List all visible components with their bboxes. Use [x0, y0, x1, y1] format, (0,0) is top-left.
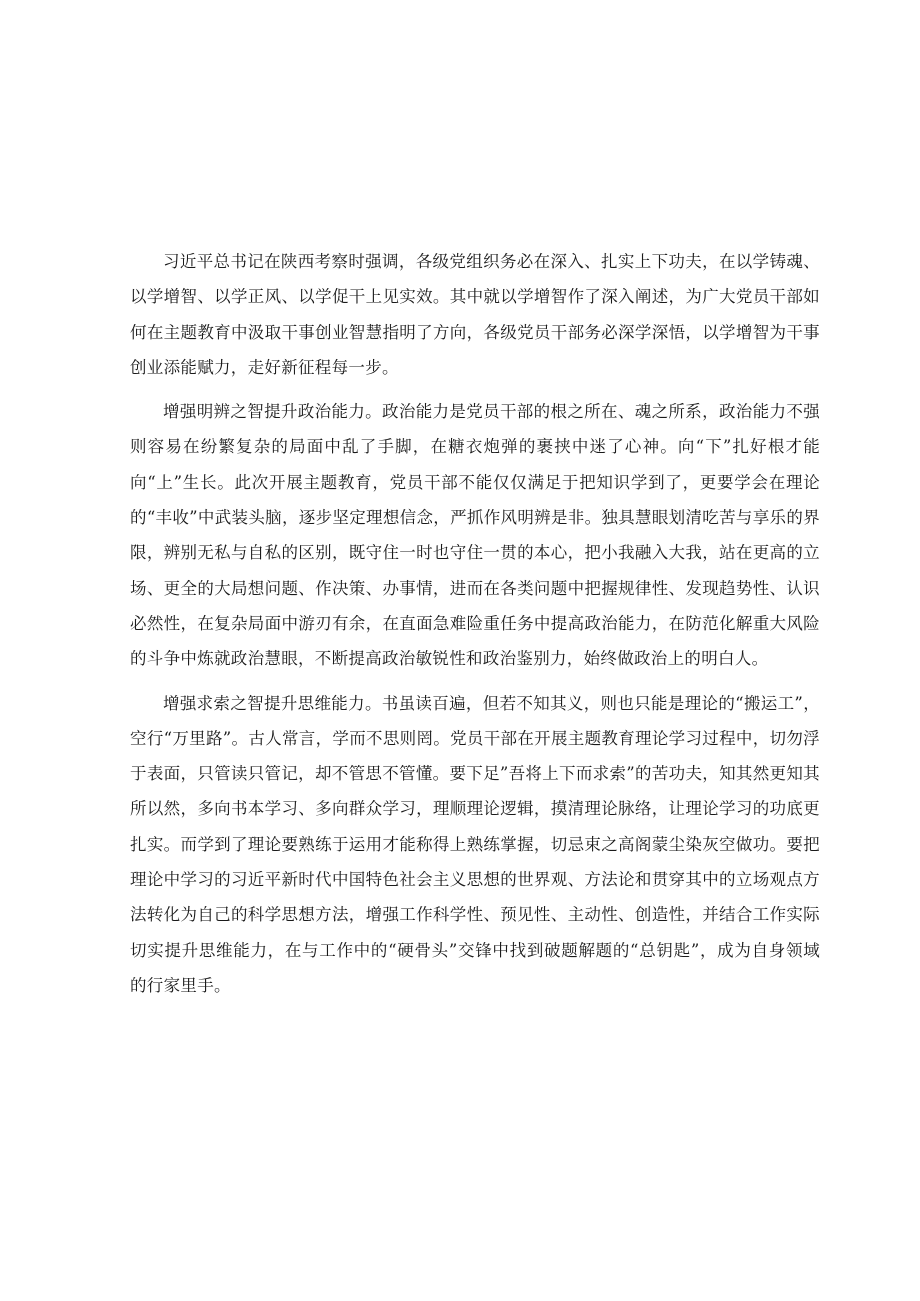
paragraph-thinking-ability: 增强求索之智提升思维能力。书虽读百遍，但若不知其义，则也只能是理论的“搬运工”，空行“万里路”。古人常言，学而不思则罔。党员干部在开展主题教育理论学习过程中，切勿浮于表面，只管读只管记，却不管思不管懂。要下足”吾将上下而求索”的苦功夫，知其然更知其所以然，多向书本学习、多向群众学习，理顺理论逻辑，摸清理论脉络，让理论学习的功底更扎实。而学到了理论要熟练于运用才能称得上熟练掌握，切忌束之高阁蒙尘染灰空做功。要把理论中学习的习近平新时代中国特色社会主义思想的世界观、方法论和贯穿其中的立场观点方法转化为自己的科学思想方法，增强工作科学性、预见性、主动性、创造性，并结合工作实际切实提升思维能力，在与工作中的“硬骨头”交锋中找到破题解题的“总钥匙”，成为自身领域的行家里手。: [130, 693, 820, 995]
paragraph-political-ability: 增强明辨之智提升政治能力。政治能力是党员干部的根之所在、魂之所系，政治能力不强则容易在纷繁复杂的局面中乱了手脚，在糖衣炮弹的裹挟中迷了心神。向“下”扎好根才能向“上”生长。此次开展主题教育，党员干部不能仅仅满足于把知识学到了，更要学会在理论的“丰收”中武装头脑，逐步坚定理想信念，严抓作风明辨是非。独具慧眼划清吃苦与享乐的界限，辨别无私与自私的区别，既守住一时也守住一贯的本心，把小我融入大我，站在更高的立场、更全的大局想问题、作决策、办事情，进而在各类问题中把握规律性、发现趋势性、认识必然性，在复杂局面中游刃有余，在直面急难险重任务中提高政治能力，在防范化解重大风险的斗争中炼就政治慧眼，不断提高政治敏锐性和政治鉴别力，始终做政治上的明白人。: [130, 402, 820, 669]
paragraph-intro: 习近平总书记在陕西考察时强调，各级党组织务必在深入、扎实上下功夫，在以学铸魂、以学增智、以学正风、以学促干上见实效。其中就以学增智作了深入阐述，为广大党员干部如何在主题教育中汲取干事创业智慧指明了方向，各级党员干部务必深学深悟，以学增智为干事创业添能赋力，走好新征程每一步。: [130, 252, 820, 377]
document-body: [130, 244, 820, 1012]
